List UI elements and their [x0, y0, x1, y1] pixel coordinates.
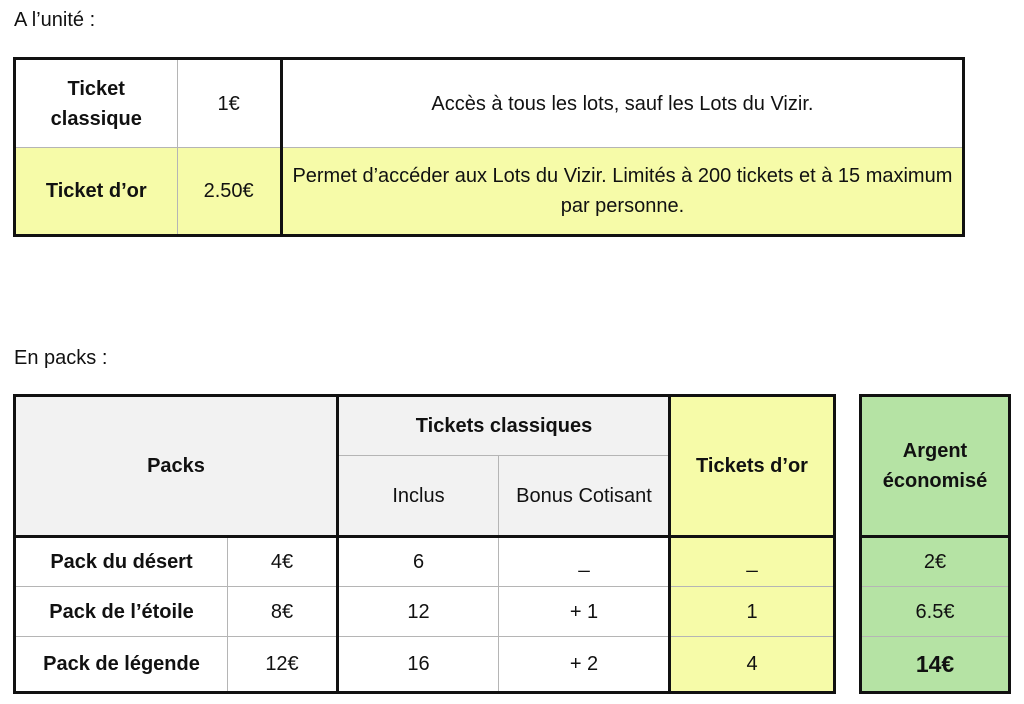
pack-price: 12€ — [228, 637, 338, 693]
pack-gold: _ — [670, 537, 835, 587]
saved-row — [861, 587, 1010, 637]
pack-saved: 2€ — [861, 537, 1010, 587]
pack-name: Pack du désert — [15, 537, 228, 587]
gold-tickets-column — [668, 394, 836, 694]
unit-row-name: Ticket d’or — [15, 148, 178, 236]
pack-name: Pack de l’étoile — [15, 587, 228, 637]
pack-bonus: + 2 — [499, 637, 671, 693]
unit-row-description: Accès à tous les lots, sauf les Lots du Vizir. — [281, 59, 963, 148]
pack-row — [15, 587, 671, 637]
money-saved-header: Argent économisé — [861, 396, 1010, 537]
unit-row-description: Permet d’accéder aux Lots du Vizir. Limités à 200 tickets et à 15 maximum par personne. — [281, 148, 963, 236]
bonus-header: Bonus Cotisant — [499, 456, 671, 537]
pack-bonus: + 1 — [499, 587, 671, 637]
pack-bonus: _ — [499, 537, 671, 587]
pack-gold: 4 — [670, 637, 835, 693]
pack-included: 6 — [338, 537, 499, 587]
pack-price: 8€ — [228, 587, 338, 637]
unit-price-table — [13, 57, 965, 237]
included-header: Inclus — [338, 456, 499, 537]
unit-row-price: 2.50€ — [177, 148, 281, 236]
pack-row — [15, 637, 671, 693]
unit-row-classic — [15, 59, 964, 148]
gold-tickets-header: Tickets d’or — [670, 396, 835, 537]
saved-row — [861, 537, 1010, 587]
pack-saved: 14€ — [861, 637, 1010, 693]
unit-row-price: 1€ — [177, 59, 281, 148]
money-saved-table — [859, 394, 1011, 694]
packs-header-row — [15, 396, 671, 456]
pack-included: 12 — [338, 587, 499, 637]
unit-row-gold — [15, 148, 964, 236]
classic-tickets-header: Tickets classiques — [338, 396, 671, 456]
pack-name: Pack de légende — [15, 637, 228, 693]
pack-row — [15, 537, 671, 587]
pack-gold: 1 — [670, 587, 835, 637]
pack-included: 16 — [338, 637, 499, 693]
unit-row-name: Ticket classique — [15, 59, 178, 148]
saved-row — [861, 637, 1010, 693]
packs-header: Packs — [15, 396, 338, 537]
money-saved-header-row — [861, 396, 1010, 537]
packs-table — [13, 394, 672, 694]
packs-section-label: En packs : — [14, 347, 108, 369]
pack-price: 4€ — [228, 537, 338, 587]
unit-section-label: A l’unité : — [14, 9, 96, 31]
pack-saved: 6.5€ — [861, 587, 1010, 637]
